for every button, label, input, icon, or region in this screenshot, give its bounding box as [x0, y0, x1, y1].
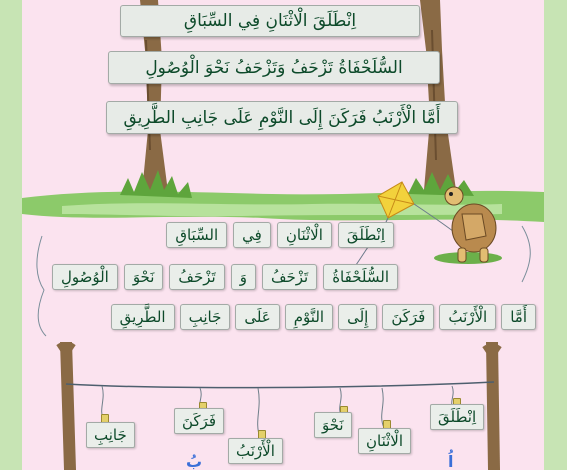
word-tile[interactable]: الْوُصُولِ	[52, 264, 118, 290]
sign-1: اِنْطَلَقَ الْاثْنَانِ فِي السِّبَاقِ	[120, 5, 420, 37]
word-row-1	[166, 222, 394, 248]
word-tile[interactable]: السِّبَاقِ	[166, 222, 227, 248]
hanging-card[interactable]: جَانِبِ	[86, 422, 135, 448]
hanging-card[interactable]: نَحْوَ	[314, 412, 352, 438]
word-tile[interactable]: إِلَى	[338, 304, 377, 330]
grass-shade	[62, 203, 502, 216]
word-tile[interactable]: الْأَرْنَبُ	[439, 304, 496, 330]
word-tile[interactable]: وَ	[231, 264, 256, 290]
word-row-2	[52, 264, 398, 290]
hanging-card[interactable]: الْاثْنَانِ	[358, 428, 411, 454]
letter-card: بُ	[186, 452, 203, 470]
word-tile[interactable]: الطَّرِيقِ	[111, 304, 175, 330]
word-tile[interactable]: السُّلَحْفَاةُ	[323, 264, 398, 290]
left-post	[60, 342, 76, 470]
sign-3: أَمَّا الْأَرْنَبُ فَرَكَنَ إِلَى النَّوْمِ عَلَى جَانِبِ الطَّرِيقِ	[106, 101, 458, 134]
word-tile[interactable]: الْاثْنَانِ	[277, 222, 332, 248]
word-tile[interactable]: اِنْطَلَقَ	[338, 222, 394, 248]
hanging-card[interactable]: اِنْطَلَقَ	[430, 404, 484, 430]
hanging-card[interactable]: فَرَكَنَ	[174, 408, 224, 434]
right-tree-trunk	[420, 0, 456, 190]
clothesline	[66, 382, 494, 388]
worksheet-page	[22, 0, 544, 470]
word-row-3	[111, 304, 536, 330]
right-post	[486, 342, 500, 470]
hanging-card[interactable]: الْأَرْنَبُ	[228, 438, 283, 464]
word-tile[interactable]: تَزْحَفُ	[169, 264, 224, 290]
letter-card: اُ	[448, 452, 454, 470]
word-tile[interactable]: أَمَّا	[501, 304, 536, 330]
word-tile[interactable]: نَحْوَ	[124, 264, 164, 290]
word-tile[interactable]: تَزْحَفُ	[262, 264, 317, 290]
word-tile[interactable]: فَرَكَنَ	[382, 304, 434, 330]
word-tile[interactable]: النَّوْمِ	[285, 304, 333, 330]
sign-2: السُّلَحْفَاةُ تَزْحَفُ وَتَزْحَفُ نَحْوَ الْوُصُولِ	[108, 51, 440, 84]
word-tile[interactable]: عَلَى	[235, 304, 279, 330]
word-tile[interactable]: جَانِبِ	[180, 304, 231, 330]
word-tile[interactable]: فِي	[233, 222, 271, 248]
